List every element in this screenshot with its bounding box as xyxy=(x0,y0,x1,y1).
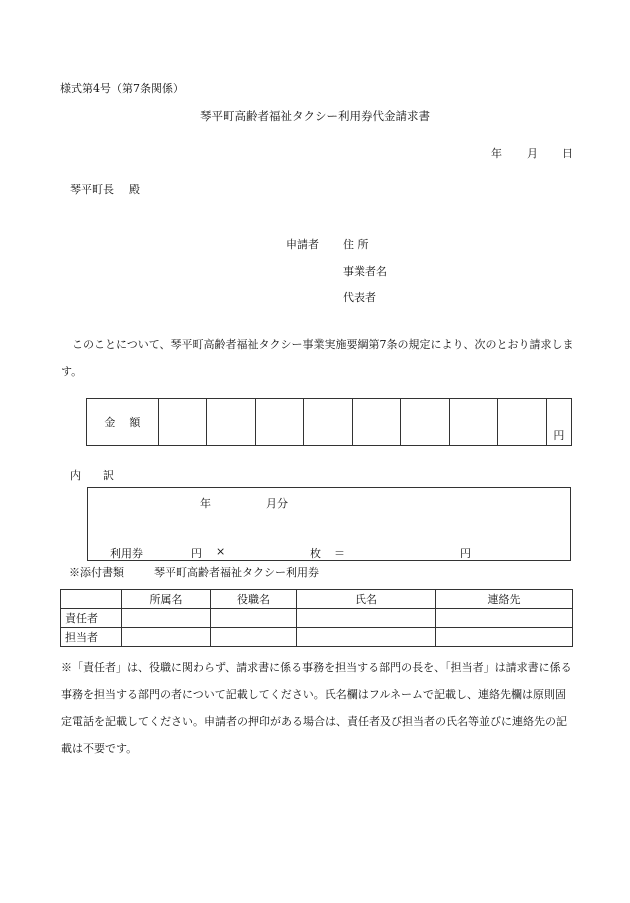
breakdown-sheets: 枚 xyxy=(310,547,321,560)
request-body-text xyxy=(61,331,575,385)
representative-label: 代表者 xyxy=(343,291,376,304)
amount-digit-cell[interactable] xyxy=(498,399,547,446)
contact-header-department: 所属名 xyxy=(122,590,211,609)
date-month: 月 xyxy=(527,147,538,160)
staff-position-cell[interactable] xyxy=(211,628,297,647)
date-year: 年 xyxy=(491,147,502,160)
amount-digit-cell[interactable] xyxy=(207,399,256,446)
contact-table xyxy=(60,589,573,647)
address-label: 住 所 xyxy=(343,238,369,251)
breakdown-equals: ＝ xyxy=(334,547,345,560)
amount-digit-cell[interactable] xyxy=(352,399,401,446)
amount-digit-cell[interactable] xyxy=(158,399,207,446)
staff-department-cell[interactable] xyxy=(122,628,211,647)
responsible-contact-cell[interactable] xyxy=(436,609,573,628)
breakdown-ticket-label: 利用券 xyxy=(110,547,143,560)
staff-name-cell[interactable] xyxy=(297,628,436,647)
breakdown-year: 年 xyxy=(200,497,211,510)
contact-header-row xyxy=(61,590,573,609)
breakdown-unit-yen: 円 xyxy=(191,547,202,560)
breakdown-month-portion: 月分 xyxy=(266,497,288,510)
amount-label-2: 額 xyxy=(129,416,141,429)
contact-header-blank xyxy=(61,590,122,609)
contact-header-position: 役職名 xyxy=(211,590,297,609)
amount-table xyxy=(86,398,572,446)
contact-header-contact: 連絡先 xyxy=(436,590,573,609)
form-number: 様式第4号（第7条関係） xyxy=(60,82,184,95)
responsible-department-cell[interactable] xyxy=(122,609,211,628)
date-day: 日 xyxy=(562,147,573,160)
row-label-staff: 担当者 xyxy=(61,628,122,647)
amount-label xyxy=(87,399,159,446)
responsible-name-cell[interactable] xyxy=(297,609,436,628)
amount-digit-cell[interactable] xyxy=(304,399,353,446)
amount-unit: 円 xyxy=(546,399,571,446)
contact-row-responsible xyxy=(61,609,573,628)
applicant-label: 申請者 xyxy=(286,238,319,251)
amount-digit-cell[interactable] xyxy=(255,399,304,446)
request-body-sentence: このことについて、琴平町高齢者福祉タクシー事業実施要綱第7条の規定により、次のとおり請求します。 xyxy=(61,338,574,378)
breakdown-heading-1: 内 xyxy=(70,469,81,482)
amount-digit-cell[interactable] xyxy=(401,399,450,446)
business-name-label: 事業者名 xyxy=(343,265,387,278)
amount-digit-cell[interactable] xyxy=(449,399,498,446)
amount-label-1: 金 xyxy=(104,416,116,429)
breakdown-times: × xyxy=(216,545,226,558)
breakdown-box[interactable] xyxy=(87,487,571,561)
staff-contact-cell[interactable] xyxy=(436,628,573,647)
document-title: 琴平町高齢者福祉タクシー利用券代金請求書 xyxy=(200,109,430,123)
attachment-value: 琴平町高齢者福祉タクシー利用券 xyxy=(154,566,319,579)
responsible-position-cell[interactable] xyxy=(211,609,297,628)
contact-row-staff xyxy=(61,628,573,647)
attachment-label: ※添付書類 xyxy=(69,566,124,579)
addressee xyxy=(70,181,140,197)
contact-header-name: 氏名 xyxy=(297,590,436,609)
instruction-note: ※「責任者」は、役職に関わらず、請求書に係る事務を担当する部門の長を、「担当者」は請求書に係る事務を担当する部門の者について記載してください。氏名欄はフルネームで記載し、連絡先欄は原則固定電話を記載してください。申請者の押印がある場合は、責任者及び担当者の氏名等並びに連絡先の記載は不要です。 xyxy=(61,661,572,755)
breakdown-heading xyxy=(70,467,114,483)
breakdown-heading-2: 訳 xyxy=(103,469,114,482)
breakdown-total-yen: 円 xyxy=(460,547,471,560)
row-label-responsible: 責任者 xyxy=(61,609,122,628)
addressee-name: 琴平町長 xyxy=(70,183,114,196)
addressee-honorific: 殿 xyxy=(129,183,140,196)
